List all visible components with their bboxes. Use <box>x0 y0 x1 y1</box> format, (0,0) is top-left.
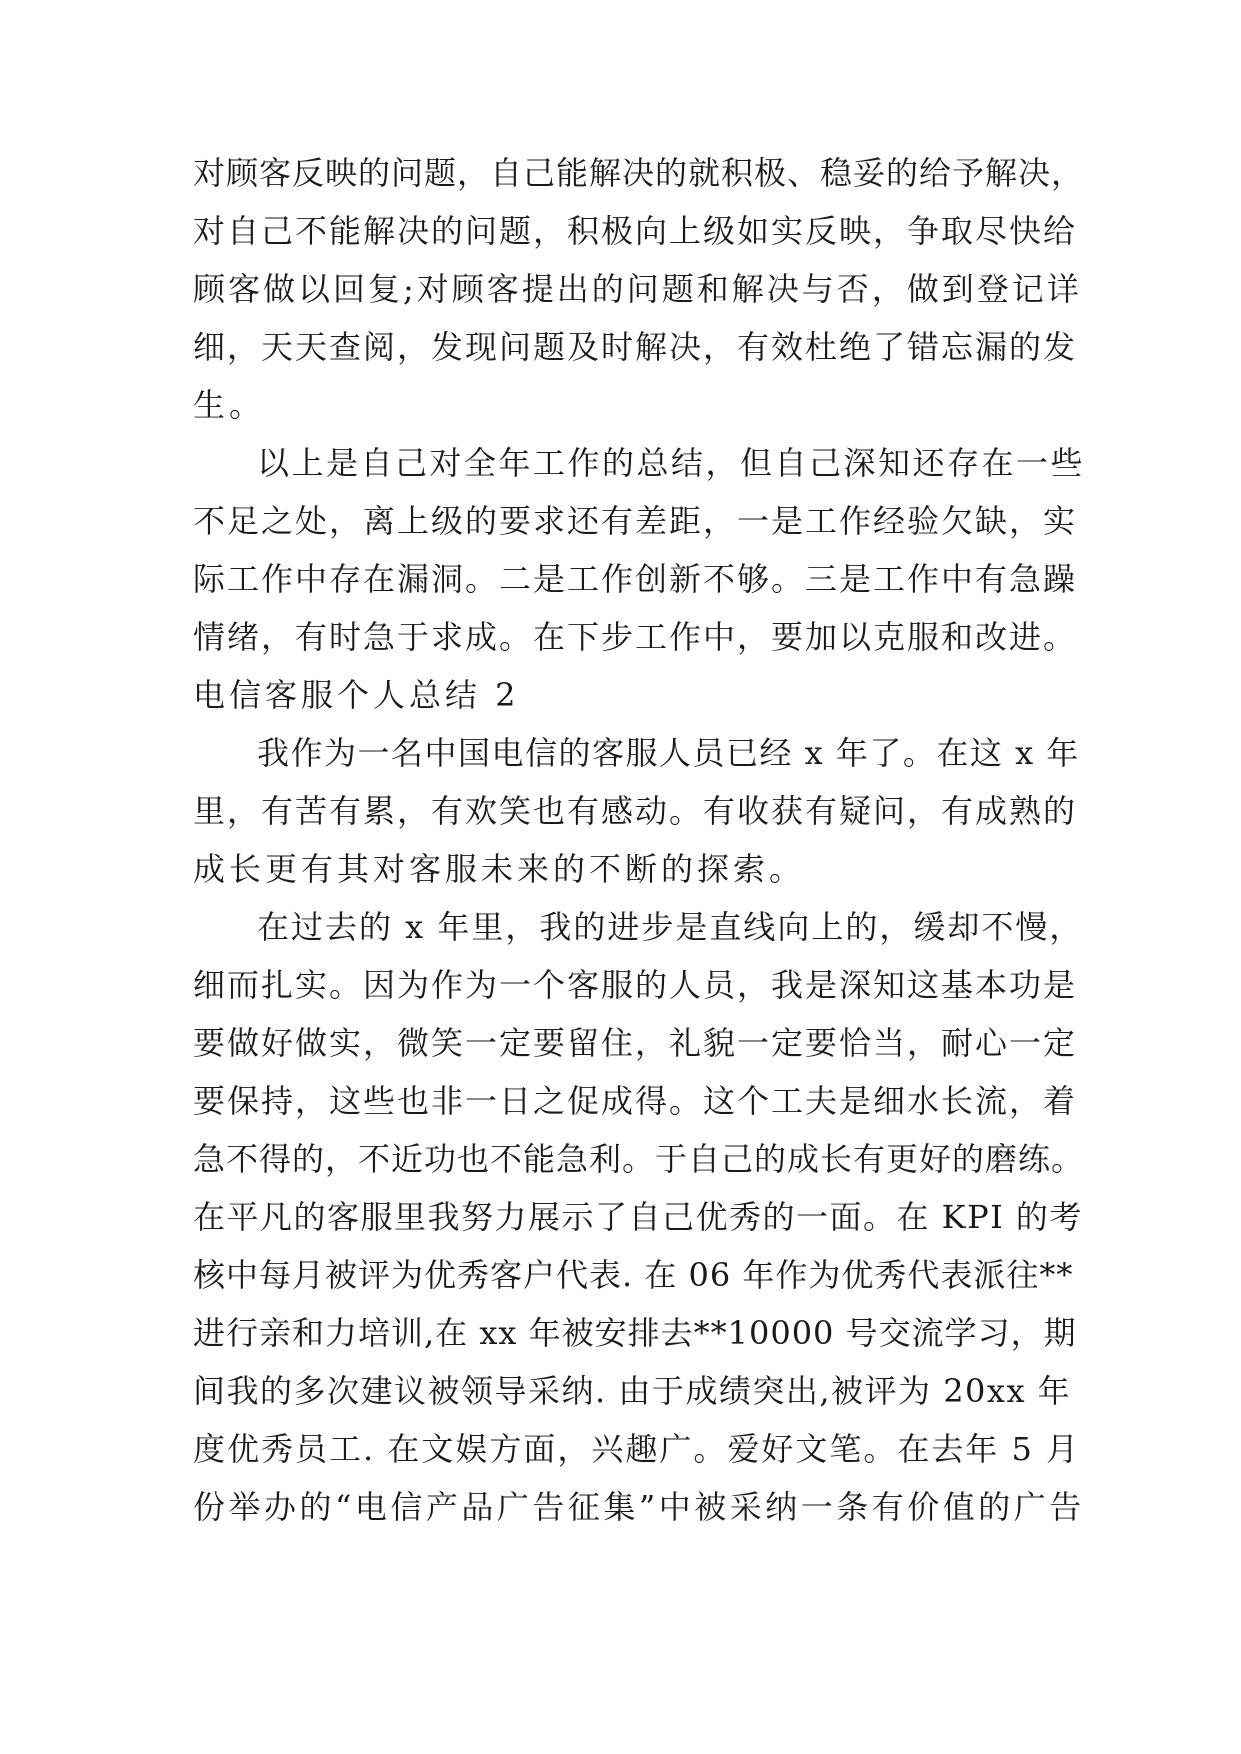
paragraph-line: 细而扎实。因为作为一个客服的人员，我是深知这基本功是 <box>193 966 1078 1004</box>
paragraph-line: 细，天天查阅，发现问题及时解决，有效杜绝了错忘漏的发 <box>193 328 1078 366</box>
paragraph-line: 对顾客反映的问题，自己能解决的就积极、稳妥的给予解决， <box>193 154 1085 192</box>
paragraph-line: 以上是自己对全年工作的总结，但自己深知还存在一些 <box>257 444 1086 482</box>
paragraph-line: 间我的多次建议被领导采纳. 由于成绩突出,被评为 20xx 年 <box>193 1372 1072 1410</box>
paragraph-line: 进行亲和力培训,在 xx 年被安排去**10000 号交流学习，期 <box>193 1314 1077 1352</box>
paragraph-line: 不足之处，离上级的要求还有差距，一是工作经验欠缺，实 <box>193 502 1078 540</box>
paragraph-line: 核中每月被评为优秀客户代表. 在 06 年作为优秀代表派往** <box>193 1256 1074 1294</box>
paragraph-line: 我作为一名中国电信的客服人员已经 x 年了。在这 x 年 <box>257 734 1080 772</box>
section-heading: 电信客服个人总结 2 <box>193 676 520 714</box>
paragraph-line: 在过去的 x 年里，我的进步是直线向上的，缓却不慢， <box>257 908 1084 946</box>
paragraph-line: 里，有苦有累，有欢笑也有感动。有收获有疑问，有成熟的 <box>193 792 1078 830</box>
paragraph-line: 要做好做实，微笑一定要留住，礼貌一定要恰当，耐心一定 <box>193 1024 1078 1062</box>
paragraph-line: 对自己不能解决的问题，积极向上级如实反映，争取尽快给 <box>193 212 1078 250</box>
paragraph-line: 度优秀员工. 在文娱方面，兴趣广。爱好文笔。在去年 5 月 <box>193 1430 1081 1468</box>
paragraph-line: 急不得的，不近功也不能急利。于自己的成长有更好的磨练。 <box>193 1140 1085 1178</box>
paragraph-line: 顾客做以回复;对顾客提出的问题和解决与否，做到登记详 <box>193 270 1082 308</box>
paragraph-line: 份举办的“电信产品广告征集”中被采纳一条有价值的广告 <box>193 1488 1085 1526</box>
paragraph-line: 成长更有其对客服未来的不断的探索。 <box>193 850 806 888</box>
paragraph-line: 要保持，这些也非一日之促成得。这个工夫是细水长流，着 <box>193 1082 1078 1120</box>
paragraph-line: 生。 <box>193 386 266 424</box>
paragraph-line: 在平凡的客服里我努力展示了自己优秀的一面。在 KPI 的考 <box>193 1198 1083 1236</box>
paragraph-line: 际工作中存在漏洞。二是工作创新不够。三是工作中有急躁 <box>193 560 1078 598</box>
paragraph-line: 情绪，有时急于求成。在下步工作中，要加以克服和改进。 <box>193 618 1078 656</box>
